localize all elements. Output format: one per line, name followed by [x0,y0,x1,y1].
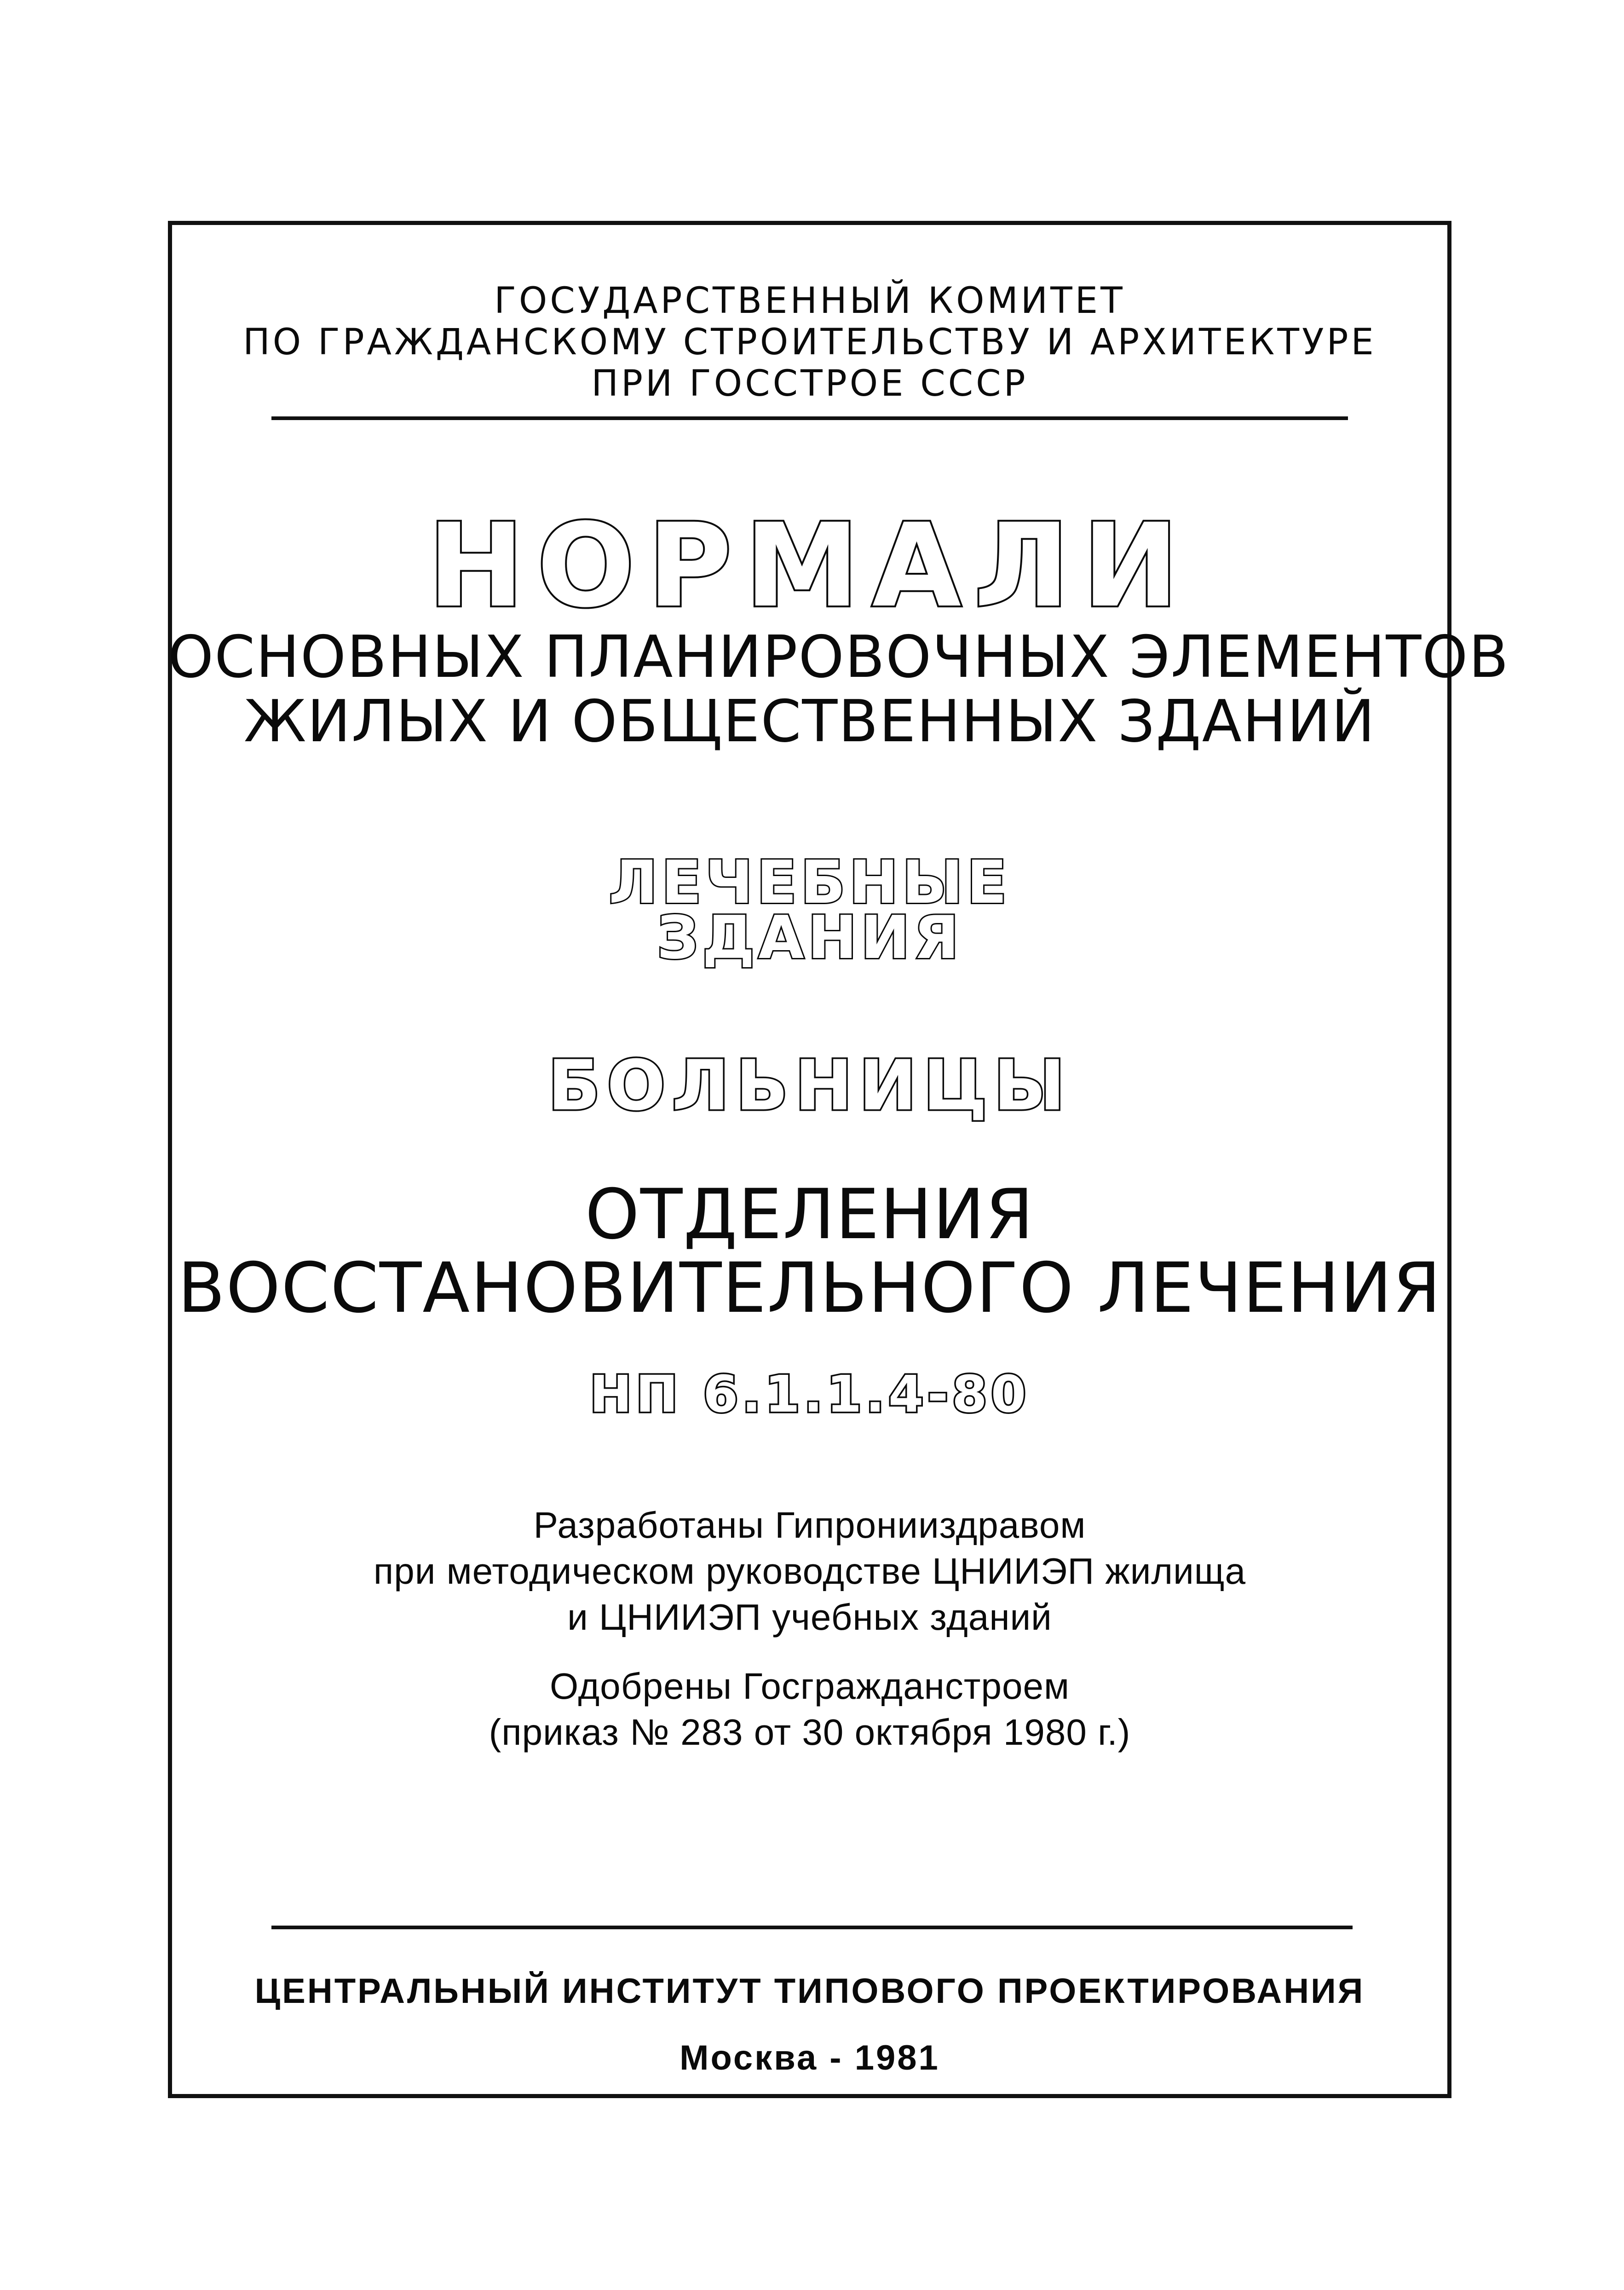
committee-line-1: ГОСУДАРСТВЕННЫЙ КОМИТЕТ [494,280,1125,322]
category-line-1: ЛЕЧЕБНЫЕ [609,848,1011,917]
top-divider [271,416,1348,420]
document-subtitle-line-1: ОСНОВНЫХ ПЛАНИРОВОЧНЫХ ЭЛЕМЕНТОВ [168,623,1509,691]
category-line-2: ЗДАНИЯ [657,904,963,972]
bottom-divider [271,1926,1353,1929]
department-line-1: ОТДЕЛЕНИЯ [585,1175,1035,1255]
document-code: НП 6.1.1.4-80 [589,1365,1030,1424]
document-title: НОРМАЛИ [427,499,1192,633]
subcategory-title: БОЛЬНИЦЫ [547,1046,1072,1126]
document-subtitle-line-2: ЖИЛЫХ И ОБЩЕСТВЕННЫХ ЗДАНИЙ [243,687,1376,755]
approved-line-1: Одобрены Госгражданстроем [550,1666,1070,1707]
developed-line-2: при методическом руководстве ЦНИИЭП жилища [373,1551,1246,1592]
committee-line-2: ПО ГРАЖДАНСКОМУ СТРОИТЕЛЬСТВУ И АРХИТЕКТУРЕ [243,322,1376,363]
committee-line-3: ПРИ ГОССТРОЕ СССР [591,363,1028,404]
developed-line-3: и ЦНИИЭП учебных зданий [567,1597,1052,1638]
department-line-2: ВОССТАНОВИТЕЛЬНОГО ЛЕЧЕНИЯ [178,1248,1442,1328]
developed-line-1: Разработаны Гипронииздравом [533,1505,1086,1546]
publisher-name: ЦЕНТРАЛЬНЫЙ ИНСТИТУТ ТИПОВОГО ПРОЕКТИРОВАНИЯ [254,1972,1365,2011]
publisher-place-year: Москва - 1981 [680,2038,940,2077]
approved-line-2: (приказ № 283 от 30 октября 1980 г.) [489,1712,1131,1753]
